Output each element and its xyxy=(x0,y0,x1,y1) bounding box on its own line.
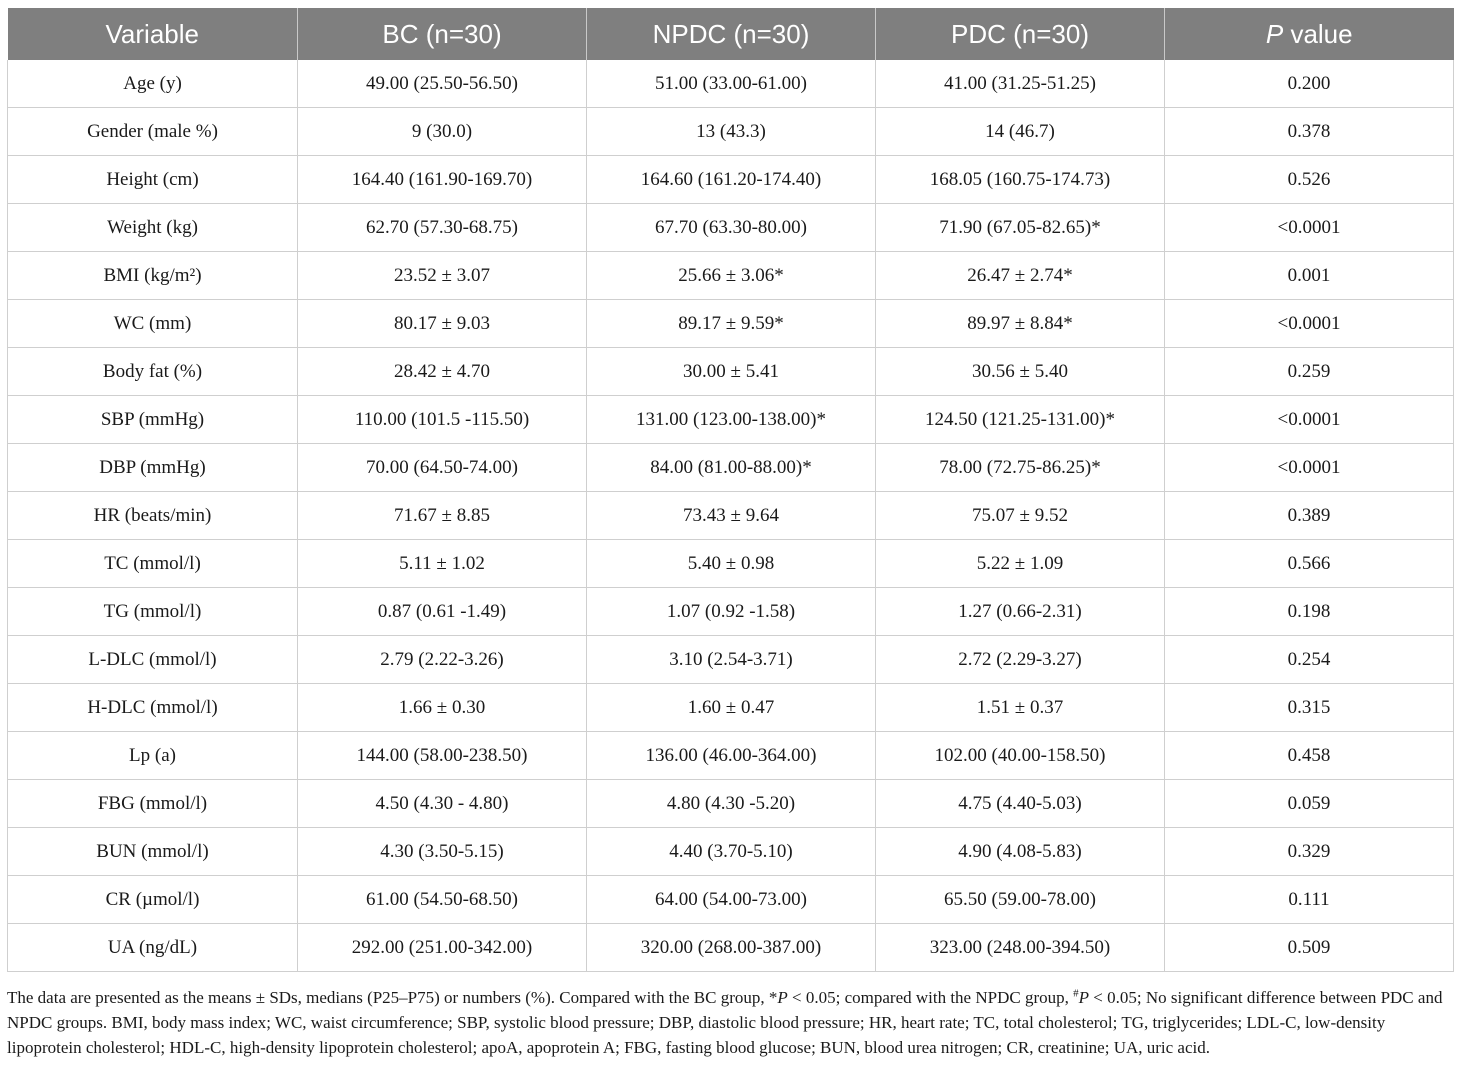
cell-bc: 1.66 ± 0.30 xyxy=(298,684,587,732)
table-row xyxy=(8,876,1454,924)
cell-pdc: 71.90 (67.05-82.65)* xyxy=(876,204,1165,252)
cell-pdc: 323.00 (248.00-394.50) xyxy=(876,924,1165,972)
cell-npdc: 4.40 (3.70-5.10) xyxy=(587,828,876,876)
cell-variable: Age (y) xyxy=(8,60,298,108)
cell-pdc: 2.72 (2.29-3.27) xyxy=(876,636,1165,684)
cell-variable: BMI (kg/m²) xyxy=(8,252,298,300)
cell-pdc: 5.22 ± 1.09 xyxy=(876,540,1165,588)
cell-bc: 4.50 (4.30 - 4.80) xyxy=(298,780,587,828)
table-row xyxy=(8,636,1454,684)
cell-npdc: 84.00 (81.00-88.00)* xyxy=(587,444,876,492)
table-row xyxy=(8,684,1454,732)
cell-bc: 0.87 (0.61 -1.49) xyxy=(298,588,587,636)
cell-p-value: 0.566 xyxy=(1165,540,1454,588)
cell-variable: Lp (a) xyxy=(8,732,298,780)
cell-variable: L-DLC (mmol/l) xyxy=(8,636,298,684)
cell-pdc: 78.00 (72.75-86.25)* xyxy=(876,444,1165,492)
cell-npdc: 4.80 (4.30 -5.20) xyxy=(587,780,876,828)
table-row xyxy=(8,348,1454,396)
cell-variable: FBG (mmol/l) xyxy=(8,780,298,828)
cell-bc: 28.42 ± 4.70 xyxy=(298,348,587,396)
cell-variable: SBP (mmHg) xyxy=(8,396,298,444)
table-row xyxy=(8,252,1454,300)
cell-p-value: <0.0001 xyxy=(1165,204,1454,252)
cell-bc: 80.17 ± 9.03 xyxy=(298,300,587,348)
cell-npdc: 3.10 (2.54-3.71) xyxy=(587,636,876,684)
cell-bc: 4.30 (3.50-5.15) xyxy=(298,828,587,876)
cell-p-value: 0.059 xyxy=(1165,780,1454,828)
cell-variable: UA (ng/dL) xyxy=(8,924,298,972)
cell-npdc: 25.66 ± 3.06* xyxy=(587,252,876,300)
table-row xyxy=(8,444,1454,492)
table-row xyxy=(8,732,1454,780)
cell-p-value: 0.389 xyxy=(1165,492,1454,540)
cell-variable: WC (mm) xyxy=(8,300,298,348)
cell-p-value: 0.200 xyxy=(1165,60,1454,108)
cell-bc: 2.79 (2.22-3.26) xyxy=(298,636,587,684)
cell-bc: 144.00 (58.00-238.50) xyxy=(298,732,587,780)
header-npdc: NPDC (n=30) xyxy=(587,8,876,60)
footnote-text-1: The data are presented as the means ± SDs, medians (P25–P75) or numbers (%). Compared with the BC group, * xyxy=(7,988,778,1007)
cell-bc: 110.00 (101.5 -115.50) xyxy=(298,396,587,444)
cell-npdc: 13 (43.3) xyxy=(587,108,876,156)
cell-bc: 292.00 (251.00-342.00) xyxy=(298,924,587,972)
header-row xyxy=(8,8,1454,60)
table-row xyxy=(8,396,1454,444)
header-p-value xyxy=(1165,8,1454,60)
cell-bc: 70.00 (64.50-74.00) xyxy=(298,444,587,492)
header-p-italic: P xyxy=(1265,18,1284,49)
cell-p-value: <0.0001 xyxy=(1165,444,1454,492)
cell-npdc: 67.70 (63.30-80.00) xyxy=(587,204,876,252)
cell-bc: 9 (30.0) xyxy=(298,108,587,156)
cell-variable: HR (beats/min) xyxy=(8,492,298,540)
cell-bc: 71.67 ± 8.85 xyxy=(298,492,587,540)
table-row xyxy=(8,156,1454,204)
cell-variable: BUN (mmol/l) xyxy=(8,828,298,876)
cell-npdc: 30.00 ± 5.41 xyxy=(587,348,876,396)
footnote-text-2: < 0.05; compared with the NPDC group, xyxy=(787,988,1074,1007)
header-pdc: PDC (n=30) xyxy=(876,8,1165,60)
table-body xyxy=(8,60,1454,972)
cell-variable: Height (cm) xyxy=(8,156,298,204)
cell-npdc: 1.07 (0.92 -1.58) xyxy=(587,588,876,636)
cell-pdc: 26.47 ± 2.74* xyxy=(876,252,1165,300)
cell-bc: 49.00 (25.50-56.50) xyxy=(298,60,587,108)
cell-npdc: 320.00 (268.00-387.00) xyxy=(587,924,876,972)
cell-npdc: 51.00 (33.00-61.00) xyxy=(587,60,876,108)
cell-variable: TC (mmol/l) xyxy=(8,540,298,588)
cell-npdc: 136.00 (46.00-364.00) xyxy=(587,732,876,780)
cell-p-value: 0.458 xyxy=(1165,732,1454,780)
cell-p-value: 0.259 xyxy=(1165,348,1454,396)
footnote-hash: # xyxy=(1073,987,1079,1000)
data-table xyxy=(7,8,1454,972)
cell-pdc: 4.75 (4.40-5.03) xyxy=(876,780,1165,828)
cell-pdc: 41.00 (31.25-51.25) xyxy=(876,60,1165,108)
data-table-container xyxy=(7,8,1453,972)
header-variable: Variable xyxy=(8,8,298,60)
table-row xyxy=(8,588,1454,636)
cell-variable: DBP (mmHg) xyxy=(8,444,298,492)
cell-p-value: 0.329 xyxy=(1165,828,1454,876)
cell-variable: Body fat (%) xyxy=(8,348,298,396)
table-row xyxy=(8,924,1454,972)
header-p-rest: value xyxy=(1283,18,1353,49)
footnote-text-3: < 0.05; No significant difference between PDC and NPDC groups. BMI, body mass index; WC, waist circumference; SBP, systolic blood pressure; DBP, diastolic blood pressure; HR, heart rate; TC, total cholesterol; TG, triglycerides; LDL-C, low-density lipoprotein cholesterol; HDL-C, high-density lipoprotein cholesterol; apoA, apoprotein A; FBG, fasting blood glucose; BUN, blood urea nitrogen; CR, creatinine; UA, uric acid. xyxy=(7,988,1443,1057)
cell-p-value: <0.0001 xyxy=(1165,300,1454,348)
cell-variable: Gender (male %) xyxy=(8,108,298,156)
cell-pdc: 75.07 ± 9.52 xyxy=(876,492,1165,540)
cell-p-value: 0.254 xyxy=(1165,636,1454,684)
cell-pdc: 89.97 ± 8.84* xyxy=(876,300,1165,348)
cell-pdc: 30.56 ± 5.40 xyxy=(876,348,1165,396)
footnote-p-2: P xyxy=(1078,988,1090,1007)
cell-p-value: 0.378 xyxy=(1165,108,1454,156)
cell-p-value: <0.0001 xyxy=(1165,396,1454,444)
cell-pdc: 1.51 ± 0.37 xyxy=(876,684,1165,732)
cell-p-value: 0.526 xyxy=(1165,156,1454,204)
cell-pdc: 14 (46.7) xyxy=(876,108,1165,156)
cell-npdc: 164.60 (161.20-174.40) xyxy=(587,156,876,204)
header-bc: BC (n=30) xyxy=(298,8,587,60)
table-row xyxy=(8,300,1454,348)
cell-npdc: 64.00 (54.00-73.00) xyxy=(587,876,876,924)
cell-bc: 61.00 (54.50-68.50) xyxy=(298,876,587,924)
cell-pdc: 102.00 (40.00-158.50) xyxy=(876,732,1165,780)
table-row xyxy=(8,60,1454,108)
table-row xyxy=(8,204,1454,252)
cell-pdc: 65.50 (59.00-78.00) xyxy=(876,876,1165,924)
table-row xyxy=(8,780,1454,828)
table-row xyxy=(8,540,1454,588)
cell-variable: TG (mmol/l) xyxy=(8,588,298,636)
cell-variable: H-DLC (mmol/l) xyxy=(8,684,298,732)
cell-pdc: 4.90 (4.08-5.83) xyxy=(876,828,1165,876)
cell-bc: 5.11 ± 1.02 xyxy=(298,540,587,588)
cell-npdc: 5.40 ± 0.98 xyxy=(587,540,876,588)
cell-p-value: 0.198 xyxy=(1165,588,1454,636)
table-footnote xyxy=(7,985,1453,1060)
cell-p-value: 0.111 xyxy=(1165,876,1454,924)
footnote-p-1: P xyxy=(777,988,788,1007)
cell-p-value: 0.509 xyxy=(1165,924,1454,972)
cell-variable: CR (µmol/l) xyxy=(8,876,298,924)
cell-variable: Weight (kg) xyxy=(8,204,298,252)
cell-pdc: 168.05 (160.75-174.73) xyxy=(876,156,1165,204)
table-row xyxy=(8,828,1454,876)
cell-npdc: 89.17 ± 9.59* xyxy=(587,300,876,348)
cell-pdc: 1.27 (0.66-2.31) xyxy=(876,588,1165,636)
table-row xyxy=(8,108,1454,156)
cell-bc: 164.40 (161.90-169.70) xyxy=(298,156,587,204)
cell-bc: 23.52 ± 3.07 xyxy=(298,252,587,300)
cell-bc: 62.70 (57.30-68.75) xyxy=(298,204,587,252)
table-header xyxy=(8,8,1454,60)
cell-p-value: 0.315 xyxy=(1165,684,1454,732)
cell-npdc: 131.00 (123.00-138.00)* xyxy=(587,396,876,444)
cell-npdc: 73.43 ± 9.64 xyxy=(587,492,876,540)
cell-p-value: 0.001 xyxy=(1165,252,1454,300)
table-row xyxy=(8,492,1454,540)
cell-pdc: 124.50 (121.25-131.00)* xyxy=(876,396,1165,444)
cell-npdc: 1.60 ± 0.47 xyxy=(587,684,876,732)
